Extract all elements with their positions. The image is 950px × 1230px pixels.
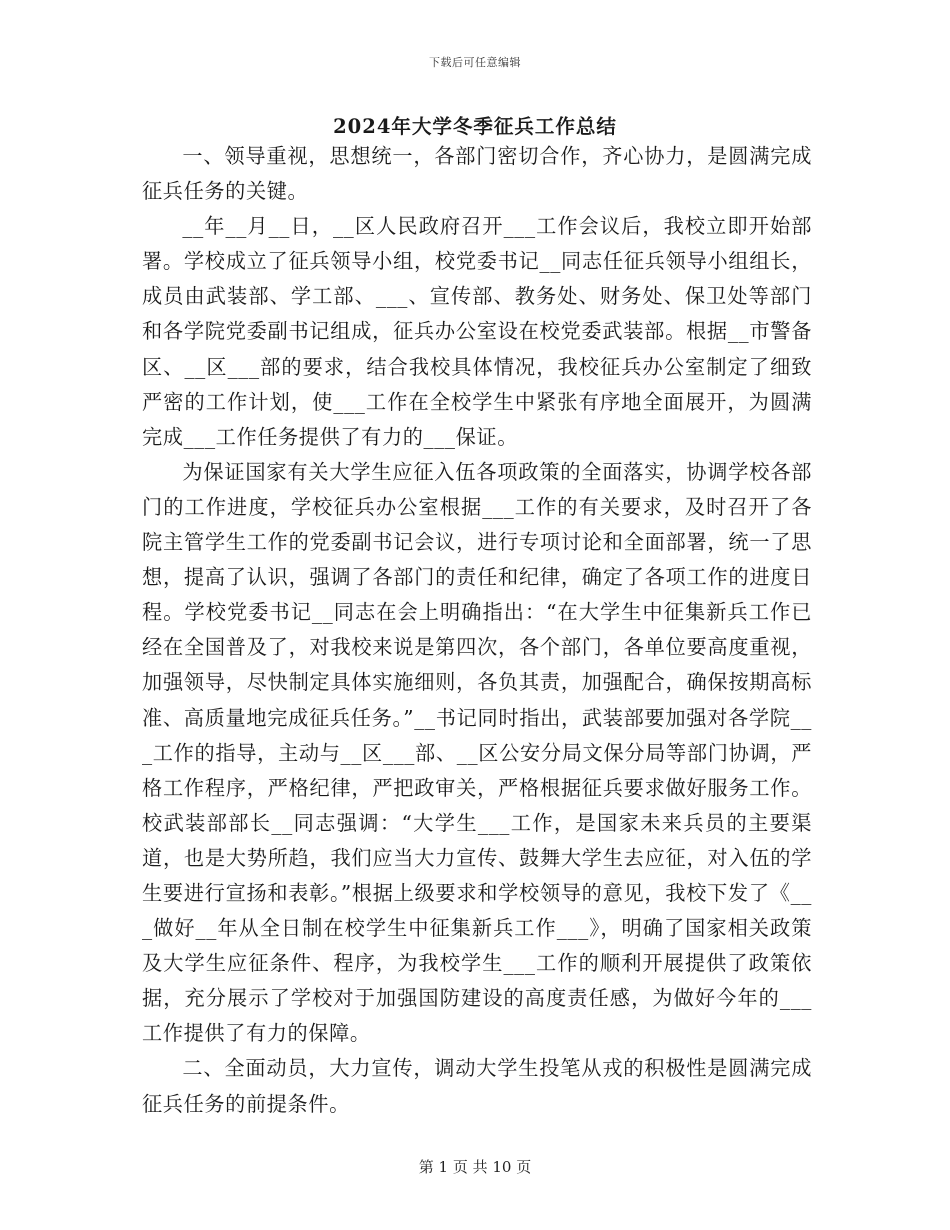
- header-note: 下载后可任意编辑: [429, 56, 521, 69]
- page-number-footer: 第 1 页 共 10 页: [418, 1158, 532, 1176]
- paragraph-1: 一、领导重视，思想统一，各部门密切合作，齐心协力，是圆满完成征兵任务的关键。: [142, 144, 812, 204]
- paragraph-3: 为保证国家有关大学生应征入伍各项政策的全面落实，协调学校各部门的工作进度，学校征兵办公室根据___工作的有关要求，及时召开了各院主管学生工作的党委副书记会议，进行专项讨论和全面部署，统一了思想，提高了认识，强调了各部门的责任和纪律，确定了各项工作的进度日程。学校党委书记__同志在会上明确指出：“在大学生中征集新兵工作已经在全国普及了，对我校来说是第四次，各个部门，各单位要高度重视，加强领导，尽快制定具体实施细则，各负其责，加强配合，确保按期高标准、高质量地完成征兵任务。”__书记同时指出，武装部要加强对各学院___工作的指导，主动与__区___部、__区公安分局文保分局等部门协调，严格工作程序，严格纪律，严把政审关，严格根据征兵要求做好服务工作。校武装部部长__同志强调：“大学生___工作，是国家未来兵员的主要渠道，也是大势所趋，我们应当大力宣传、鼓舞大学生去应征，对入伍的学生要进行宣扬和表彰。”根据上级要求和学校领导的意见，我校下发了《___做好__年从全日制在校学生中征集新兵工作___》，明确了国家相关政策及大学生应征条件、程序，为我校学生___工作的顺利开展提供了政策依据，充分展示了学校对于加强国防建设的高度责任感，为做好今年的___工作提供了有力的保障。: [142, 459, 812, 1046]
- document-body: [142, 139, 812, 1122]
- paragraph-2: __年__月__日，__区人民政府召开___工作会议后，我校立即开始部署。学校成立了征兵领导小组，校党委书记__同志任征兵领导小组组长，成员由武装部、学工部、___、宣传部、教务处、财务处、保卫处等部门和各学院党委副书记组成，征兵办公室设在校党委武装部。根据__市警备区、__区___部的要求，结合我校具体情况，我校征兵办公室制定了细致严密的工作计划，使___工作在全校学生中紧张有序地全面展开，为圆满完成___工作任务提供了有力的___保证。: [142, 214, 812, 449]
- document-title: 2024年大学冬季征兵工作总结: [333, 115, 617, 138]
- paragraph-4: 二、全面动员，大力宣传，调动大学生投笔从戎的积极性是圆满完成征兵任务的前提条件。: [142, 1056, 812, 1116]
